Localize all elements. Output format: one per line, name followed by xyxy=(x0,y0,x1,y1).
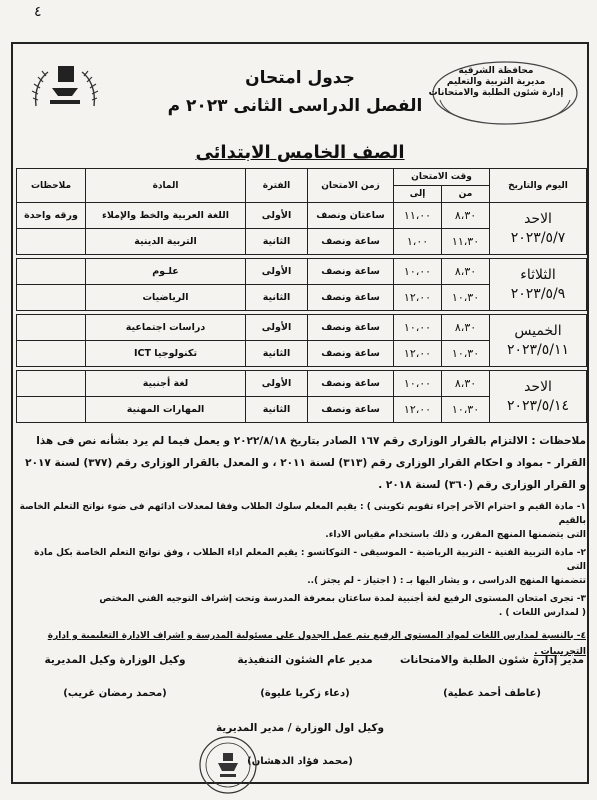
subject-cell: علـوم xyxy=(86,259,246,285)
notes-cell xyxy=(17,397,86,423)
day-date-cell xyxy=(490,203,587,255)
notes-cell xyxy=(17,259,86,285)
semester-title: الفصل الدراسى الثانى ٢٠٢٣ م xyxy=(167,96,423,116)
table-row xyxy=(17,203,587,229)
time-from: ٨،٣٠ xyxy=(442,371,490,397)
notes-cell xyxy=(17,285,86,311)
time-from: ١٠،٣٠ xyxy=(442,397,490,423)
time-from: ١٠،٣٠ xyxy=(442,285,490,311)
day-name: الخميس xyxy=(514,322,562,339)
grade-title: الصف الخامس الابتدائى xyxy=(195,142,405,163)
signature-block xyxy=(392,654,592,699)
header-duration: زمن الامتحان xyxy=(308,169,394,203)
notes-cell: ورقه واحدة xyxy=(17,203,86,229)
note-line: ملاحظات : الالتزام بالقرار الوزارى رقم ١٦٧ الصادر بتاريخ ٢٠٢٢/٨/١٨ و يعمل فيما لم يرد بشأنه نص فى هذا xyxy=(36,435,586,447)
note-line: تتضمنها المنهج الدراسى ، و يشار اليها بـ : ( اجتياز - لم يجتز ).. xyxy=(307,576,586,586)
time-to: ١٢،٠٠ xyxy=(394,285,442,311)
duration-cell: ساعة ونصف xyxy=(308,397,394,423)
subject-cell: المهارات المهنية xyxy=(86,397,246,423)
duration-cell: ساعة ونصف xyxy=(308,341,394,367)
note-line: ( لمدارس اللغات ) . xyxy=(498,608,586,618)
time-from: ١١،٣٠ xyxy=(442,229,490,255)
department-line: إدارة شئون الطلبة والامتحانات xyxy=(428,88,564,98)
signature-title: وكيل الوزارة وكيل المديرية xyxy=(44,654,186,666)
notes-cell xyxy=(17,229,86,255)
duration-cell: ساعة ونصف xyxy=(308,285,394,311)
subject-cell: التربية الدينية xyxy=(86,229,246,255)
signature-name: (محمد فؤاد الدهشان) xyxy=(247,756,353,767)
time-to: ١١،٠٠ xyxy=(394,203,442,229)
duration-cell: ساعة ونصف xyxy=(308,229,394,255)
time-from: ٨،٣٠ xyxy=(442,203,490,229)
period-cell: الثانية xyxy=(246,341,308,367)
signature-name: (محمد رمضان غريب) xyxy=(63,688,167,699)
time-to: ١٠،٠٠ xyxy=(394,371,442,397)
time-to: ١٢،٠٠ xyxy=(394,341,442,367)
duration-cell: ساعتان ونصف xyxy=(308,203,394,229)
period-cell: الثانية xyxy=(246,397,308,423)
day-name: الاحد xyxy=(524,378,552,395)
header-day-date: اليوم والتاريخ xyxy=(490,169,587,203)
day-date-cell xyxy=(490,259,587,311)
exam-schedule-table xyxy=(16,168,587,423)
day-name: الثلاثاء xyxy=(520,266,556,283)
table-row xyxy=(17,315,587,341)
subject-cell: اللغة العربية والخط والإملاء xyxy=(86,203,246,229)
day-date-cell xyxy=(490,371,587,423)
note-line: ٤- بالنسبة لمدارس اللغات لمواد المستوى الرفيع يتم عمل الجدول على مسئولية المدرسة و اشراف الادارة التعليمية و ادارة التجريبيات . xyxy=(47,631,586,657)
notes-cell xyxy=(17,341,86,367)
directorate-line: مديرية التربية والتعليم xyxy=(446,77,546,87)
period-cell: الأولى xyxy=(246,259,308,285)
period-cell: الثانية xyxy=(246,285,308,311)
page-number: ٤ xyxy=(34,4,42,20)
exam-date: ٢٠٢٣/٥/٩ xyxy=(510,285,566,302)
governorate-line: محافظة الشرقية xyxy=(458,66,534,76)
time-from: ٨،٣٠ xyxy=(442,259,490,285)
header-period: الفترة xyxy=(246,169,308,203)
duration-cell: ساعة ونصف xyxy=(308,371,394,397)
signature-title: مدير إدارة شئون الطلبة والامتحانات xyxy=(399,654,585,666)
signature-title: مدير عام الشئون التنفيذية xyxy=(237,654,373,666)
note-line: ١- مادة القيم و احترام الآخر إجراء تقويم تكوينى ) : يقيم المعلم سلوك الطلاب وفقا لمعدلات ادائهم فى ضوء نواتج التعلم الخاصة بالقيم xyxy=(19,502,586,526)
duration-cell: ساعة ونصف xyxy=(308,259,394,285)
note-line: و القرار الوزارى رقم (٣٦٠) لسنة ٢٠١٨ . xyxy=(378,479,586,491)
notes-section xyxy=(18,430,586,660)
header-to: إلى xyxy=(394,186,442,203)
signature-name: (عاطف أحمد عطية) xyxy=(443,688,541,699)
signature-name: (دعاء زكريا عليوة) xyxy=(260,688,350,699)
note-line: التى يتضمنها المنهج المقرر، و ذلك باستخدام مقياس الاداء. xyxy=(325,530,586,540)
period-cell: الأولى xyxy=(246,371,308,397)
day-date-cell xyxy=(490,315,587,367)
period-cell: الأولى xyxy=(246,315,308,341)
time-to: ١٠،٠٠ xyxy=(394,315,442,341)
official-stamp-icon xyxy=(196,735,260,795)
time-to: ١٢،٠٠ xyxy=(394,397,442,423)
time-to: ١٠،٠٠ xyxy=(394,259,442,285)
period-cell: الثانية xyxy=(246,229,308,255)
duration-cell: ساعة ونصف xyxy=(308,315,394,341)
table-row xyxy=(17,259,587,285)
day-name: الاحد xyxy=(524,210,552,227)
schedule-title: جدول امتحان xyxy=(245,68,355,88)
header-from: من xyxy=(442,186,490,203)
notes-cell xyxy=(17,371,86,397)
period-cell: الأولى xyxy=(246,203,308,229)
subject-cell: الرياضيات xyxy=(86,285,246,311)
note-line: القرار - بمواد و احكام القرار الوزارى رقم (٣١٣) لسنة ٢٠١١ ، و المعدل بالقرار الوزارى رقم (٣٧٧) لسنة ٢٠١٧ xyxy=(25,457,586,469)
subject-cell: تكنولوجيا ICT xyxy=(86,341,246,367)
time-to: ١،٠٠ xyxy=(394,229,442,255)
time-from: ٨،٣٠ xyxy=(442,315,490,341)
signature-title: وكيل اول الوزارة / مدير المديرية xyxy=(215,722,385,734)
subject-cell: دراسات اجتماعية xyxy=(86,315,246,341)
note-line: ٣- تجرى امتحان المستوى الرفيع لغة أجنبية لمدة ساعتان بمعرفة المدرسة وتحت إشراف التوجيه الفني المختص xyxy=(99,594,586,604)
header-notes: ملاحظات xyxy=(17,169,86,203)
signature-block xyxy=(20,654,210,699)
note-line: ٢- مادة التربية الفنية - التربية الرياضية - الموسيقى - التوكاتسو : يقيم المعلم اداء الطلاب ، وفق نواتج التعلم الخاصة بكل مادة التى xyxy=(34,548,586,572)
exam-date: ٢٠٢٣/٥/٧ xyxy=(510,229,566,246)
subject-cell: لغة أجنبية xyxy=(86,371,246,397)
signature-block xyxy=(210,654,400,699)
table-row xyxy=(17,371,587,397)
exam-date: ٢٠٢٣/٥/١٤ xyxy=(506,397,570,414)
ministry-logo-icon xyxy=(26,60,104,118)
exam-date: ٢٠٢٣/٥/١١ xyxy=(506,341,570,358)
header-exam-time: وقت الامتحان xyxy=(394,169,490,186)
header-subject: المادة xyxy=(86,169,246,203)
notes-cell xyxy=(17,315,86,341)
time-from: ١٠،٣٠ xyxy=(442,341,490,367)
